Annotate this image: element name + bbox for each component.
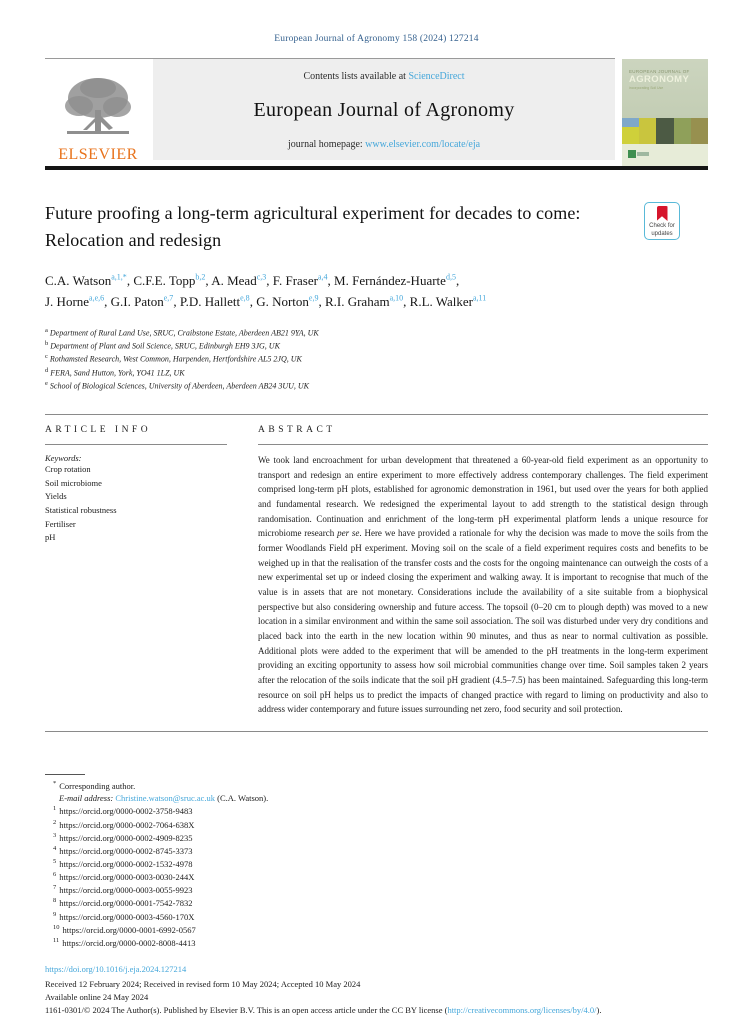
- affiliation: $^a$ Department of Rural Land Use, SRUC, Craibstone Estate, Aberdeen AB21 9YA, UK: [45, 326, 319, 338]
- elsevier-wordmark: ELSEVIER: [58, 146, 138, 163]
- author: R.L. Walker$^{a,11}$: [409, 294, 487, 310]
- cover-publisher-logo: [628, 150, 636, 158]
- email-address-line: E-mail address: Christine.watson@sruc.ac.uk (C.A. Watson).: [59, 793, 269, 804]
- article-footer: [45, 963, 708, 1018]
- author: P.D. Hallett$^{e,8}$,: [179, 294, 257, 310]
- cover-title-text: AGRONOMY: [629, 74, 690, 85]
- affiliation: $^d$ FERA, Sand Hutton, York, YO41 1LZ, UK: [45, 366, 185, 378]
- abstract-rule: [258, 444, 708, 445]
- corresponding-author-note: * Corresponding author.: [53, 779, 136, 791]
- journal-banner: [153, 59, 615, 160]
- orcid-link: $^6$ https://orcid.org/0000-0003-0030-244X: [53, 871, 195, 882]
- keyword: Fertiliser: [45, 518, 76, 529]
- sciencedirect-link[interactable]: ScienceDirect: [408, 71, 465, 82]
- orcid-link: $^{11}$ https://orcid.org/0000-0002-8008-4413: [53, 936, 196, 948]
- journal-title: European Journal of Agronomy: [253, 99, 515, 121]
- available-online: Available online 24 May 2024: [45, 992, 149, 1003]
- orcid-link: $^9$ https://orcid.org/0000-0003-4560-170X: [53, 910, 195, 922]
- author: G. Norton$^{e,9}$,: [256, 294, 325, 310]
- cover-photo-flowers: [639, 118, 656, 144]
- journal-homepage-link[interactable]: www.elsevier.com/locate/eja: [365, 139, 481, 150]
- affiliation: $^b$ Department of Plant and Soil Science, SRUC, Edinburgh EH9 3JG, UK: [45, 340, 280, 351]
- affiliation: $^c$ Rothamsted Research, West Common, Harpenden, Hertfordshire AL5 2JQ, UK: [45, 353, 302, 365]
- orcid-link: $^5$ https://orcid.org/0000-0002-1532-4978: [53, 857, 193, 869]
- abstract-heading: ABSTRACT: [258, 425, 336, 436]
- keyword: Soil microbiome: [45, 477, 102, 488]
- check-for-updates-badge[interactable]: [644, 202, 680, 240]
- keyword: Crop rotation: [45, 464, 91, 475]
- article-info-heading: ARTICLE INFO: [45, 425, 152, 436]
- article-info-rule: [45, 444, 227, 445]
- cover-photo-soil: [691, 118, 708, 144]
- abstract-text: We took land encroachment for urban development that threatened a 60-year-old field experiment as an opportunity to transport and redesign an entire experiment to more effectively address contemporary challenges. The field experiment comprised long-term pH plots, established for agronomic demonstration in 1961, but used over the years for both applied and fundamental research. We redesigned the experimental layout to add strength to the statistical design through randomisation. Continuation and enrichment of the long-term pH experimental platform lends a unique resource for microbiome research per se. Here we have provided a rationale for why the decision was made to move the soils from the former Woodlands Field pH experiment. Moving soil on the scale of a field experiment requires costs and benefits to be weighed up in that the realisation of the transfer costs and the costs for the ongoing maintenance can outweigh the costs of a new experimental set up or indeed closing the experiment and walking away. It is important to recognise that much of the value is in assets that are not monetary. Considerations include the availability of a site suitable from a biophysical perspective but also considering ownership and future access. The topsoil (0–20 cm to plough depth) was moved to a new location in a similar environment and within the same soil association. The soil was disturbed under very dry conditions and placed back into the earth in the new location within 90 minutes, and thus as near to normal cultivation as possible. Additional plots were added to the experiment that will be amended to the pH treatments in the long-term experiment providing an exciting opportunity to assess how soil microbial communities change over time. Soil samples taken 2 years after the relocation of the soils indicate that the soil pH gradient (4.5–7.5) has been maintained. Safeguarding this long-term resource on soil pH helps us to predict the impacts of changed practice with regard to liming on productivity and also to address wider contemporary and future issues surrounding net zero, food security and soil protection.: [258, 455, 708, 715]
- abstract-column: [258, 425, 708, 717]
- journal-citation: European Journal of Agronomy 158 (2024) 127214: [274, 34, 479, 44]
- orcid-link: $^8$ https://orcid.org/0000-0001-7542-7832: [53, 897, 193, 909]
- cover-photo-field-sky: [622, 118, 639, 144]
- orcid-link: $^4$ https://orcid.org/0000-0002-8745-3373: [53, 844, 193, 856]
- header-divider-bar: [45, 166, 708, 170]
- keyword: Yields: [45, 491, 67, 502]
- orcid-link: $^1$ https://orcid.org/0000-0002-3758-9483: [53, 805, 193, 817]
- cover-photo-tractor: [656, 118, 673, 144]
- orcid-link: $^{10}$ https://orcid.org/0000-0001-6992-0567: [53, 923, 196, 935]
- author: C.A. Watson$^{a,1,*}$,: [45, 272, 134, 288]
- affiliation-list: [45, 326, 708, 392]
- author: A. Mead$^{c,3}$,: [211, 272, 273, 288]
- author: M. Fernández-Huarte$^{d,5}$,: [334, 272, 460, 288]
- author: G.I. Paton$^{e,7}$,: [110, 294, 180, 310]
- keyword: Statistical robustness: [45, 504, 117, 515]
- info-abstract-section: [45, 414, 708, 732]
- author: J. Horne$^{a,e,6}$,: [45, 294, 111, 310]
- email-link[interactable]: Christine.watson@sruc.ac.uk: [115, 793, 216, 804]
- affiliation: $^e$ School of Biological Sciences, University of Aberdeen, Aberdeen AB24 3UU, UK: [45, 379, 310, 391]
- elsevier-logo: [45, 59, 153, 166]
- cover-kicker-text: EUROPEAN JOURNAL OF: [629, 69, 690, 74]
- footnotes-block: [45, 774, 708, 949]
- cc-license-link[interactable]: http://creativecommons.org/licenses/by/4.0/: [447, 1005, 597, 1016]
- bookmark-icon: [657, 206, 668, 221]
- cover-subtitle-text: incorporating Soil Use: [629, 86, 664, 90]
- keyword: pH: [45, 532, 56, 543]
- author: R.I. Graham$^{a,10}$,: [324, 294, 410, 310]
- footnote-rule: [45, 774, 85, 775]
- orcid-link: $^3$ https://orcid.org/0000-0002-4909-8235: [53, 831, 193, 843]
- copyright-line: 1161-0301/© 2024 The Author(s). Published by Elsevier B.V. This is an open access article under the CC BY license (http://creativecommons.org/licenses/by/4.0/).: [45, 1005, 602, 1016]
- article-title: Future proofing a long-term agricultural experiment for decades to come: Relocation and redesign: [45, 203, 581, 250]
- cover-photo-strip: [622, 118, 708, 144]
- elsevier-tree-icon: [59, 74, 137, 148]
- author: C.F.E. Topp$^{b,2}$,: [133, 272, 212, 288]
- orcid-link: $^2$ https://orcid.org/0000-0002-7064-638X: [53, 818, 195, 830]
- check-for-updates-label: Check for updates: [649, 223, 675, 237]
- journal-header: [45, 58, 708, 166]
- article-info-column: [45, 425, 227, 717]
- received-dates: Received 12 February 2024; Received in revised form 10 May 2024; Accepted 10 May 2024: [45, 979, 361, 990]
- contents-line: Contents lists available at ScienceDirect: [303, 71, 465, 82]
- author: F. Fraser$^{a,4}$,: [272, 272, 335, 288]
- author-list: [45, 270, 708, 313]
- doi-link[interactable]: https://doi.org/10.1016/j.eja.2024.127214: [45, 963, 187, 974]
- keywords-label: Keywords:: [45, 453, 82, 464]
- orcid-link: $^7$ https://orcid.org/0000-0003-0055-9923: [53, 884, 193, 896]
- homepage-line: journal homepage: www.elsevier.com/locate/eja: [287, 139, 481, 150]
- cover-photo-crop: [674, 118, 691, 144]
- journal-cover-thumbnail: [622, 59, 708, 166]
